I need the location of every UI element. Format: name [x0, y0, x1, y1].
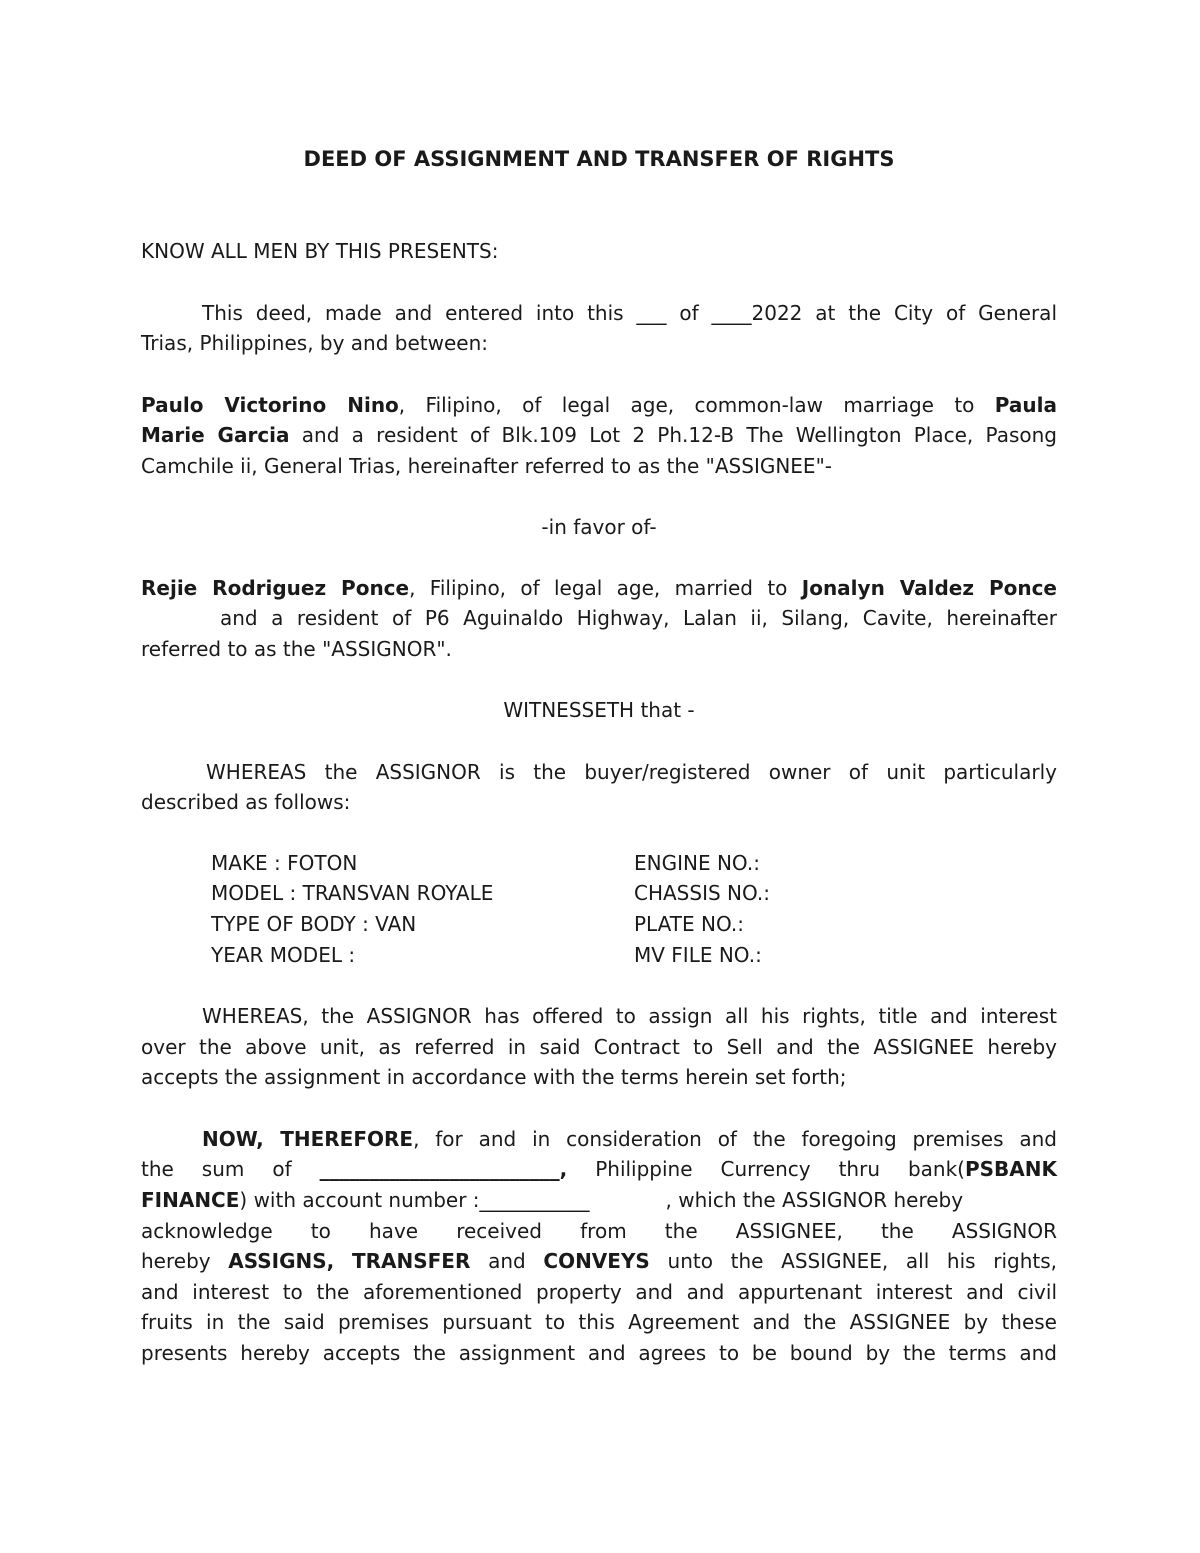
whereas1-line-1: WHEREAS the ASSIGNOR is the buyer/registered owner of unit particularly	[206, 760, 1057, 784]
assignee-partner-first: Paula	[994, 393, 1058, 417]
sum-blank: ________________________,	[319, 1157, 568, 1181]
assignor-details: , Filipino, of legal age, married to	[409, 576, 788, 600]
now-line-1-rest: , for and in consideration of the foregoing premises and	[413, 1127, 1058, 1151]
spec-plate-no: PLATE NO.:	[634, 912, 744, 936]
assignee-name: Paulo Victorino Nino	[141, 393, 399, 417]
now-line-4: acknowledge to have received from the ASSIGNEE, the ASSIGNOR	[141, 1219, 1057, 1243]
spec-mv-file-no: MV FILE NO.:	[634, 943, 762, 967]
assignor-name: Rejie Rodriguez Ponce	[141, 576, 410, 600]
conveys-keyword: CONVEYS	[543, 1249, 650, 1273]
witnesseth-line: WITNESSETH that -	[503, 698, 695, 722]
assignor-line-2: and a resident of P6 Aguinaldo Highway, Lalan ii, Silang, Cavite, hereinafter	[220, 606, 1057, 630]
whereas1-line-2: described as follows:	[141, 790, 351, 814]
spec-body-type: TYPE OF BODY : VAN	[211, 912, 417, 936]
sum-label: the sum of	[141, 1157, 292, 1181]
paragraph-date-line-2: Trias, Philippines, by and between:	[141, 331, 489, 355]
acknowledge-lead: , which the ASSIGNOR hereby	[665, 1188, 964, 1212]
paragraph-date-line-1: This deed, made and entered into this ___ of ____2022 at the City of General	[202, 301, 1057, 325]
assignor-line-3: referred to as the "ASSIGNOR".	[141, 637, 452, 661]
whereas2-line-2: over the above unit, as referred in said Contract to Sell and the ASSIGNEE hereby	[141, 1035, 1057, 1059]
now-line-6: and interest to the aforementioned property and and appurtenant interest and civil	[141, 1280, 1057, 1304]
now-line-5	[141, 1246, 1057, 1276]
bank-name-2: FINANCE	[141, 1188, 240, 1212]
now-line-3	[141, 1185, 1057, 1215]
now-line-8: presents hereby accepts the assignment and agrees to be bound by the terms and	[141, 1341, 1057, 1365]
assignee-address: and a resident of Blk.109 Lot 2 Ph.12-B The Wellington Place, Pasong	[289, 423, 1057, 447]
assignee-line-2	[141, 420, 1057, 450]
now-line-2	[141, 1154, 1057, 1184]
assignee-details: , Filipino, of legal age, common-law marriage to	[398, 393, 975, 417]
intro-line: KNOW ALL MEN BY THIS PRESENTS:	[141, 239, 499, 263]
unto-text: unto the ASSIGNEE, all his rights,	[667, 1249, 1058, 1273]
assignee-line-1	[141, 390, 1057, 420]
whereas2-line-3: accepts the assignment in accordance with the terms herein set forth;	[141, 1065, 847, 1089]
spec-year-model: YEAR MODEL :	[211, 943, 356, 967]
assignee-partner-rest: Marie Garcia	[141, 423, 290, 447]
spec-model: MODEL : TRANSVAN ROYALE	[211, 881, 494, 905]
now-line-1	[202, 1124, 1057, 1154]
now-line-7: fruits in the said premises pursuant to this Agreement and the ASSIGNEE by these	[141, 1310, 1057, 1334]
assignor-spouse: Jonalyn Valdez Ponce	[801, 576, 1057, 600]
whereas2-line-1: WHEREAS, the ASSIGNOR has offered to assign all his rights, title and interest	[202, 1004, 1057, 1028]
bank-name-1: PSBANK	[964, 1157, 1058, 1181]
account-number-text: ) with account number :___________	[239, 1188, 590, 1212]
spec-engine-no: ENGINE NO.:	[634, 851, 760, 875]
transfer-keyword: TRANSFER	[351, 1249, 471, 1273]
now-therefore-lead: NOW, THEREFORE	[202, 1127, 414, 1151]
assignee-line-3: Camchile ii, General Trias, hereinafter referred to as the "ASSIGNEE"-	[141, 454, 832, 478]
currency-text: Philippine Currency thru bank(	[595, 1157, 965, 1181]
spec-make: MAKE : FOTON	[211, 851, 358, 875]
document-title: DEED OF ASSIGNMENT AND TRANSFER OF RIGHTS	[303, 147, 895, 171]
in-favor-line: -in favor of-	[541, 515, 657, 539]
assignor-line-1	[141, 573, 1057, 603]
assigns-keyword: ASSIGNS,	[228, 1249, 335, 1273]
spec-chassis-no: CHASSIS NO.:	[634, 881, 771, 905]
and-text: and	[488, 1249, 526, 1273]
hereby-text: hereby	[141, 1249, 211, 1273]
